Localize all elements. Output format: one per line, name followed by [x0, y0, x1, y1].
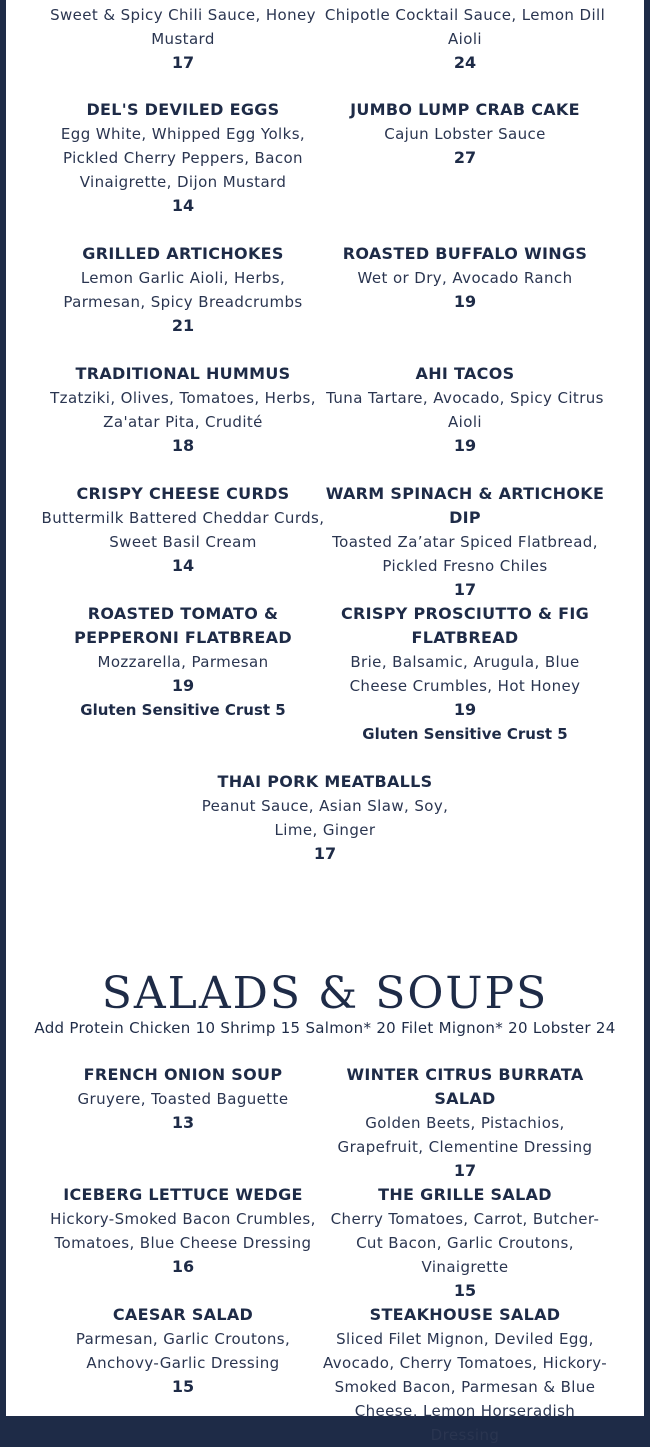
- item-description: Brie, Balsamic, Arugula, Blue Cheese Crumbles, Hot Honey: [349, 653, 581, 695]
- menu-item-grille-salad: [320, 1183, 610, 1303]
- menu-page: [6, 0, 644, 1444]
- item-description: Toasted Za’atar Spiced Flatbread, Pickled Fresno Chiles: [332, 533, 598, 575]
- item-description: Hickory-Smoked Bacon Crumbles, Tomatoes, Blue Cheese Dressing: [50, 1210, 316, 1252]
- item-name: WARM SPINACH & ARTICHOKE DIP: [325, 484, 605, 527]
- item-description: Tzatziki, Olives, Tomatoes, Herbs, Za'atar Pita, Crudité: [50, 389, 316, 431]
- item-description: Parmesan, Garlic Croutons, Anchovy-Garlic Dressing: [75, 1330, 291, 1372]
- item-description: Cherry Tomatoes, Carrot, Butcher-Cut Bacon, Garlic Croutons, Vinaigrette: [330, 1210, 600, 1276]
- item-price: 17: [313, 844, 337, 863]
- item-price: 27: [453, 148, 477, 167]
- item-price: 17: [453, 1161, 477, 1180]
- menu-item-roasted-buffalo-wings: [320, 242, 610, 314]
- section-title: SALADS & SOUPS: [101, 968, 549, 1019]
- menu-item: [38, 3, 328, 75]
- menu-item-steakhouse-salad: [318, 1303, 612, 1447]
- menu-item-winter-citrus-burrata: [320, 1063, 610, 1183]
- item-price: 15: [453, 1281, 477, 1300]
- menu-item-iceberg-wedge: [38, 1183, 328, 1279]
- menu-item-traditional-hummus: [38, 362, 328, 458]
- item-name: AHI TACOS: [415, 364, 515, 383]
- menu-item-french-onion-soup: [38, 1063, 328, 1135]
- item-description: Tuna Tartare, Avocado, Spicy Citrus Aioli: [326, 389, 604, 431]
- item-price: 14: [171, 196, 195, 215]
- item-price: 19: [171, 676, 195, 695]
- item-description: Peanut Sauce, Asian Slaw, Soy, Lime, Ginger: [201, 797, 449, 839]
- item-name: DEL'S DEVILED EGGS: [86, 100, 280, 119]
- item-name: WINTER CITRUS BURRATA SALAD: [346, 1065, 584, 1108]
- menu-item-caesar-salad: [38, 1303, 328, 1399]
- item-description: Lemon Garlic Aioli, Herbs, Parmesan, Spicy Breadcrumbs: [63, 269, 303, 311]
- menu-item-crispy-cheese-curds: [38, 482, 328, 578]
- item-price: 19: [453, 700, 477, 719]
- item-name: THAI PORK MEATBALLS: [217, 772, 433, 791]
- item-price: 19: [453, 292, 477, 311]
- item-description: Wet or Dry, Avocado Ranch: [357, 269, 573, 287]
- item-name: CRISPY CHEESE CURDS: [76, 484, 290, 503]
- menu-item-warm-spinach-dip: [320, 482, 610, 602]
- menu-item-grilled-artichokes: [38, 242, 328, 338]
- menu-item-prosciutto-fig-flatbread: [320, 602, 610, 746]
- item-name: JUMBO LUMP CRAB CAKE: [350, 100, 580, 119]
- item-description: Egg White, Whipped Egg Yolks, Pickled Cherry Peppers, Bacon Vinaigrette, Dijon Mustard: [60, 125, 306, 191]
- item-description: Golden Beets, Pistachios, Grapefruit, Clementine Dressing: [337, 1114, 593, 1156]
- menu-item-thai-pork-meatballs: [180, 770, 470, 866]
- item-price: 24: [453, 53, 477, 72]
- item-name: ROASTED BUFFALO WINGS: [342, 244, 588, 263]
- item-price: 17: [453, 580, 477, 599]
- item-price: 21: [171, 316, 195, 335]
- item-name: STEAKHOUSE SALAD: [369, 1305, 561, 1324]
- item-description: Gruyere, Toasted Baguette: [77, 1090, 289, 1108]
- menu-item: [320, 3, 610, 75]
- item-price: 17: [171, 53, 195, 72]
- item-addon: Gluten Sensitive Crust 5: [80, 701, 286, 719]
- item-description: Mozzarella, Parmesan: [97, 653, 269, 671]
- item-name: CRISPY PROSCIUTTO & FIG FLATBREAD: [340, 604, 590, 647]
- item-name: TRADITIONAL HUMMUS: [75, 364, 291, 383]
- item-name: FRENCH ONION SOUP: [83, 1065, 283, 1084]
- menu-item-dels-deviled-eggs: [38, 98, 328, 218]
- menu-item-tomato-pepperoni-flatbread: [38, 602, 328, 722]
- item-description: Buttermilk Battered Cheddar Curds, Sweet Basil Cream: [41, 509, 325, 551]
- item-price: 14: [171, 556, 195, 575]
- item-price: 15: [171, 1377, 195, 1396]
- menu-item-jumbo-lump-crab-cake: [320, 98, 610, 170]
- section-subtitle: Add Protein Chicken 10 Shrimp 15 Salmon* 20 Filet Mignon* 20 Lobster 24: [34, 1019, 616, 1037]
- item-name: GRILLED ARTICHOKES: [82, 244, 284, 263]
- item-description: Chipotle Cocktail Sauce, Lemon Dill Aioli: [324, 6, 606, 48]
- menu-item-ahi-tacos: [320, 362, 610, 458]
- item-name: THE GRILLE SALAD: [378, 1185, 552, 1204]
- item-description: Cajun Lobster Sauce: [384, 125, 546, 143]
- item-description: Sliced Filet Mignon, Deviled Egg, Avocado, Cherry Tomatoes, Hickory-Smoked Bacon, Parmesan & Blue Cheese, Lemon Horseradish Dressing: [322, 1330, 608, 1444]
- item-price: 19: [453, 436, 477, 455]
- item-name: CAESAR SALAD: [112, 1305, 254, 1324]
- item-price: 13: [171, 1113, 195, 1132]
- item-price: 18: [171, 436, 195, 455]
- item-name: ICEBERG LETTUCE WEDGE: [63, 1185, 303, 1204]
- item-name: ROASTED TOMATO & PEPPERONI FLATBREAD: [74, 604, 292, 647]
- item-addon: Gluten Sensitive Crust 5: [362, 725, 568, 743]
- item-price: 16: [171, 1257, 195, 1276]
- item-description: Sweet & Spicy Chili Sauce, Honey Mustard: [50, 6, 316, 48]
